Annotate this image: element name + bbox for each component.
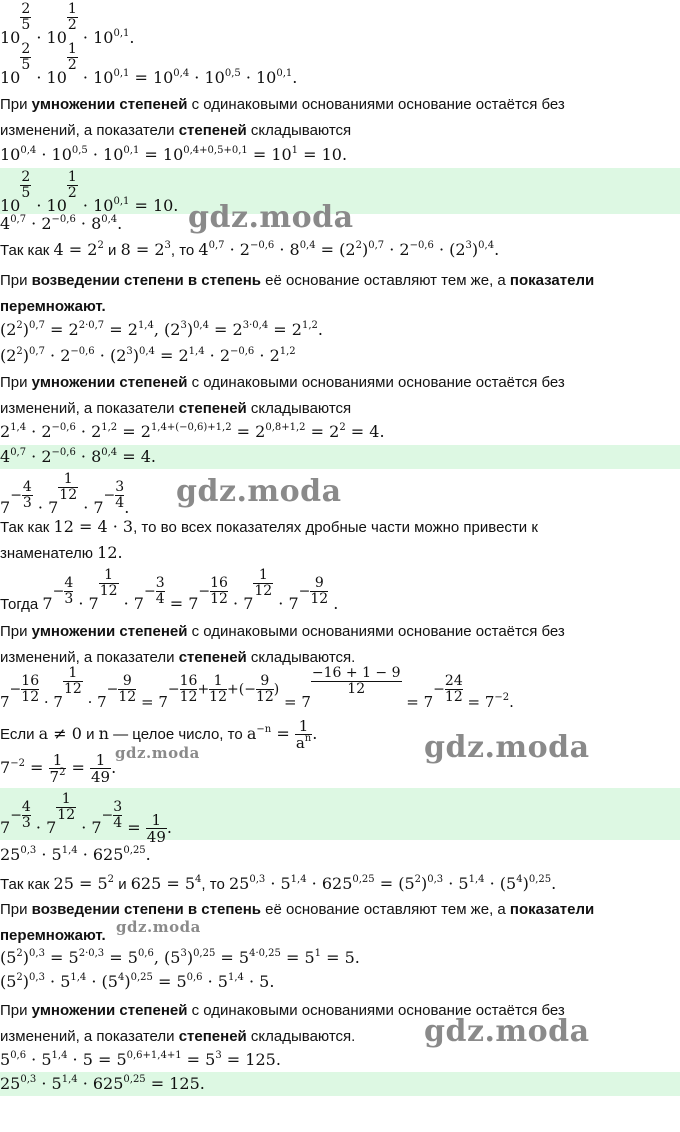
watermark-5: gdz.moda	[116, 918, 201, 936]
ex2-rule-line1: При умножении степеней с одинаковыми основаниями основание остаётся без	[0, 374, 565, 391]
ex4-step2: $(5^2)^{0,3} \cdot 5^{1,4} \cdot (5^4)^{0,25} = 5^{0,6} \cdot 5^{1,4} \cdot 5$.	[0, 972, 275, 991]
ex4-task: $25^{0,3} \cdot 5^{1,4} \cdot 625^{0,25}$.	[0, 845, 151, 864]
ex3-answer: 7− $\frac{4}{3}$ · 7 $\frac{1}{12}$ · 7− $\frac{3}{4}$ = $\frac{1}{49}$ .	[0, 791, 172, 846]
watermark-4: gdz.moda	[115, 744, 200, 762]
ex4-rule2-line1: При возведении степени в степень её основание оставляют тем же, а показатели	[0, 901, 595, 918]
ex4-rule2-line2: перемножают.	[0, 927, 106, 944]
ex1-rule-line2: изменений, а показатели степеней складываются	[0, 122, 352, 139]
ex3-then: Тогда 7− $\frac{4}{3}$ · 7 $\frac{1}{12}$ · 7− $\frac{3}{4}$ = 7− $\frac{16}{12}$ · 7 $\frac{1}{12}$ · 7− $\frac{9}{12}$ .	[0, 567, 339, 613]
ex1-rule-line1: При умножении степеней с одинаковыми основаниями основание остаётся без	[0, 96, 565, 113]
ex3-if: Если a ≠ 0 и n — целое число, то $a^{-n}$ = $\frac{1}{a^n}$ .	[0, 717, 318, 752]
watermark-3: gdz.moda	[424, 730, 590, 765]
ex3-step2: $7^{-2}$ = $\frac{1}{7^2}$ = $\frac{1}{49}$ .	[0, 751, 117, 786]
ex2-task: $4^{0,7} \cdot 2^{-0,6} \cdot 8^{0,4}$.	[0, 214, 123, 233]
ex4-step3: $5^{0,6} \cdot 5^{1,4} \cdot 5 = 5^{0,6+1,4+1} = 5^3 = 125$.	[0, 1050, 281, 1069]
ex3-rule-line2: изменений, а показатели степеней складываются.	[0, 649, 356, 666]
ex3-since-line1: Так как 12 = 4 · 3, то во всех показателях дробные части можно привести к	[0, 517, 538, 536]
ex4-since: Так как $25 = 5^2$ и $625 = 5^4$, то $25^{0,3} \cdot 5^{1,4} \cdot 625^{0,25} = (5^2)^{0,3} \cdot 5^{1,4} \cdot (5^4)^{0,25}$.	[0, 874, 557, 893]
ex2-answer: $4^{0,7} \cdot 2^{-0,6} \cdot 8^{0,4} = 4$.	[0, 447, 157, 466]
ex2-since: Так как $4 = 2^2$ и $8 = 2^3$, то $4^{0,7} \cdot 2^{-0,6} \cdot 8^{0,4} = (2^2)^{0,7} \cdot 2^{-0,6} \cdot (2^3)^{0,4}$.	[0, 240, 500, 259]
watermark-6: gdz.moda	[424, 1014, 590, 1049]
ex2-step1: $(2^2)^{0,7} = 2^{2\cdot 0,7} = 2^{1,4}$, $(2^3)^{0,4} = 2^{3\cdot 0,4} = 2^{1,2}$.	[0, 320, 323, 339]
ex3-step1: 7− $\frac{16}{12}$ · 7 $\frac{1}{12}$ · 7− $\frac{9}{12}$ = 7− $\frac{16}{12}$ + $\frac{1}{12}$ +(− $\frac{9}{12}$ ) = 7 $\frac{-16 + 1 - 9}{12}$ = 7− $\frac{24}{12}$ = $7^{-2}$.	[0, 665, 514, 711]
ex1-task: 10 $\frac{2}{5}$ · 10 $\frac{1}{2}$ · $10^{0,1}$.	[0, 1, 135, 47]
ex2-step2: $(2^2)^{0,7} \cdot 2^{-0,6} \cdot (2^3)^{0,4} = 2^{1,4} \cdot 2^{-0,6} \cdot 2^{1,2}$	[0, 346, 296, 365]
ex4-rule-line2: изменений, а показатели степеней складываются.	[0, 1028, 356, 1045]
ex3-since-line2: знаменателю 12.	[0, 543, 123, 562]
ex1-answer: 10 $\frac{2}{5}$ · 10 $\frac{1}{2}$ · $10^{0,1} = 10$.	[0, 169, 179, 215]
ex4-step1: $(5^2)^{0,3} = 5^{2\cdot 0,3} = 5^{0,6}$, $(5^3)^{0,25} = 5^{4\cdot 0,25} = 5^1 = 5$.	[0, 948, 360, 967]
ex3-rule-line1: При умножении степеней с одинаковыми основаниями основание остаётся без	[0, 623, 565, 640]
ex2-rule-line2: изменений, а показатели степеней складываются	[0, 400, 352, 417]
ex1-step2: $10^{0,4} \cdot 10^{0,5} \cdot 10^{0,1} = 10^{0,4+0,5+0,1} = 10^1 = 10$.	[0, 145, 348, 164]
ex4-rule-line1: При умножении степеней с одинаковыми основаниями основание остаётся без	[0, 1002, 565, 1019]
watermark-1: gdz.moda	[188, 200, 354, 235]
ex2-rule2-line1: При возведении степени в степень её основание оставляют тем же, а показатели	[0, 272, 595, 289]
watermark-2: gdz.moda	[176, 474, 342, 509]
ex3-task: 7− $\frac{4}{3}$ · 7 $\frac{1}{12}$ · 7− $\frac{3}{4}$ .	[0, 471, 130, 517]
ex2-step3: $2^{1,4} \cdot 2^{-0,6} \cdot 2^{1,2} = 2^{1,4+(-0,6)+1,2} = 2^{0,8+1,2} = 2^2 = 4$.	[0, 422, 385, 441]
ex2-rule2-line2: перемножают.	[0, 298, 106, 315]
ex4-answer: $25^{0,3} \cdot 5^{1,4} \cdot 625^{0,25} = 125$.	[0, 1074, 205, 1093]
ex1-step1: 10 $\frac{2}{5}$ · 10 $\frac{1}{2}$ · $10^{0,1} = 10^{0,4} \cdot 10^{0,5} \cdot 10^{0,1}$.	[0, 41, 298, 87]
